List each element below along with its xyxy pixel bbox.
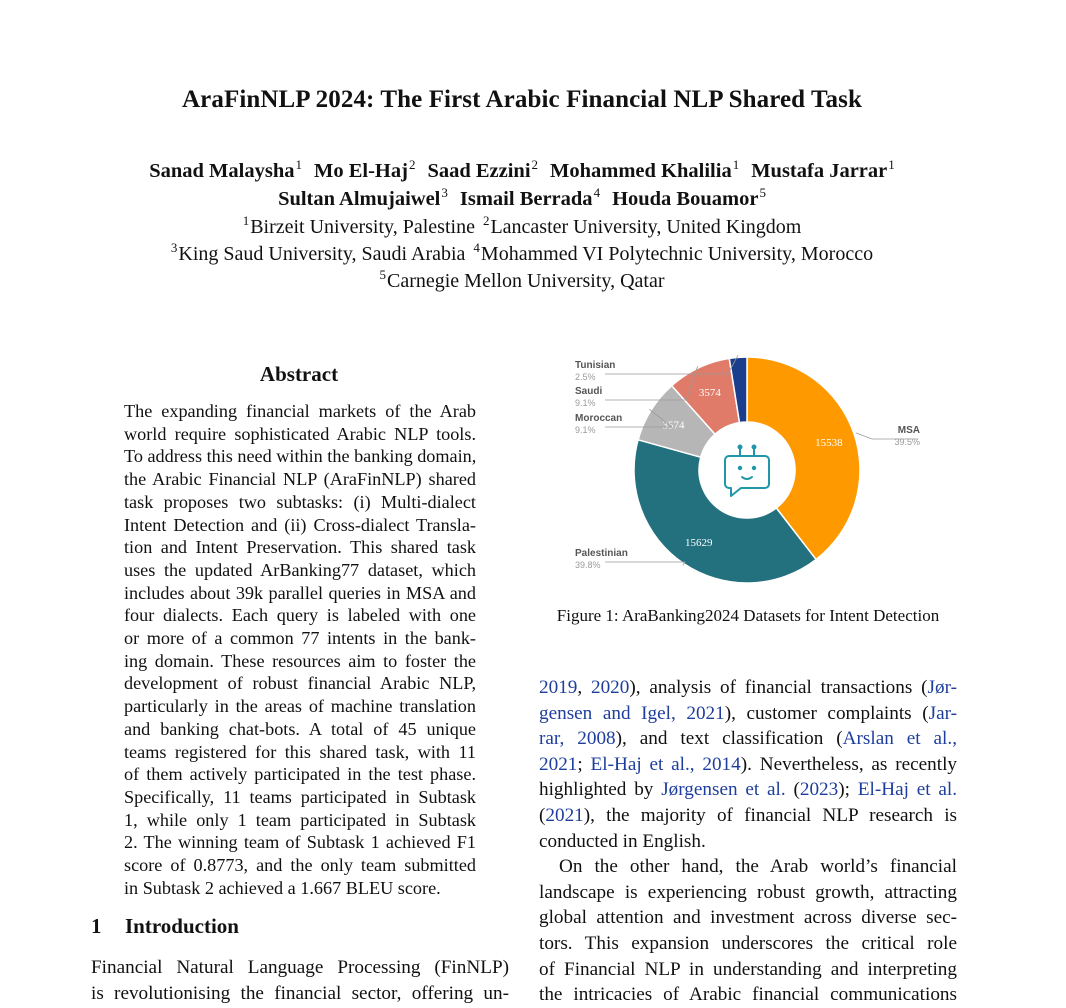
abstract-line: four dialects. Each query is labeled with one [124,605,476,626]
abstract-line: Intent Detection and (ii) Cross-dialect Transla- [124,514,476,535]
text-segment: global attention and investment across diverse sec- [539,907,957,929]
right-column-line [539,829,957,855]
author-text: Sanad Malaysha [149,160,295,182]
section-heading-introduction [91,914,239,939]
text-segment: ). Nevertheless, as recently [740,753,957,775]
donut-hole [700,423,794,517]
leader-line [605,562,685,565]
author-name [612,185,766,210]
affiliation [242,213,475,238]
legend-percent: 2.5% [575,372,596,382]
author-name [313,157,416,182]
abstract-line: particularly in the areas of machine translation [124,696,476,717]
author-affiliation-mark: 1 [295,157,302,172]
text-segment: of Financial NLP in understanding and interpreting [539,958,957,980]
abstract-line: score of 0.8773, and the only team submitted [124,855,476,875]
slice-value-label: 3574 [698,386,721,399]
author-text: Saad Ezzini [427,160,531,182]
affiliations-line-1 [0,213,1044,239]
author-affiliation-mark: 3 [441,185,448,200]
legend-percent: 39.5% [894,437,920,447]
citation-link[interactable]: Jar- [928,702,957,724]
abstract-line: ing domain. These resources aim to foster the [124,650,476,671]
citation-link[interactable]: El-Haj et al., 2014 [590,753,741,775]
authors-line-1 [0,157,1044,183]
abstract-line: includes about 39k parallel queries in MSA and [124,582,476,603]
text-segment: ( [539,805,546,826]
text-segment: , [577,677,591,698]
citation-link[interactable]: Arslan et al., [842,728,957,750]
right-column-line [539,752,957,778]
author-text: Ismail Berrada [459,188,593,210]
text-segment: tors. This expansion underscores the critical role [539,933,957,954]
right-column-line [539,931,957,957]
abstract-line: or more of a common 77 intents in the bank- [124,628,476,648]
right-column-line [539,777,957,803]
author-text: Sultan Almujaiwel [278,188,441,210]
legend-percent: 9.1% [575,398,596,408]
citation-link[interactable]: 2021 [545,805,584,826]
citation-link[interactable]: rar, 2008 [539,728,616,750]
section-number: 1 [91,914,102,938]
abstract-line: the Arabic Financial NLP (AraFinNLP) shared [124,469,476,490]
text-segment: conducted in English. [539,830,706,852]
citation-link[interactable]: 2019 [539,677,578,698]
legend-label: Palestinian [575,548,628,559]
author-name [459,185,601,210]
author-affiliation-mark: 5 [759,185,766,200]
legend-label: Saudi [575,386,603,397]
text-segment: On the other hand, the Arab world’s financial [559,856,957,878]
abstract-line: task proposes two subtasks: (i) Multi-dialect [124,491,476,512]
author-affiliation-mark: 2 [531,157,539,172]
affiliation-mark: 1 [242,213,250,228]
abstract-line: world require sophisticated Arabic NLP tools. [124,423,476,444]
abstract-line: uses the updated ArBanking77 dataset, which [124,559,476,580]
author-affiliation-mark: 1 [888,157,895,172]
legend-label: Tunisian [575,360,616,371]
affiliations-line-3 [0,267,1044,293]
author-affiliation-mark: 4 [593,185,601,200]
right-column-line [539,803,957,829]
introduction-line: is revolutionising the financial sector, offering un- [91,982,509,1004]
author-text: Mustafa Jarrar [751,160,888,182]
affiliation [482,213,802,238]
legend-label: MSA [897,425,920,436]
text-segment: highlighted by [539,779,662,801]
affiliations-line-2 [0,240,1044,266]
right-column-line [539,854,957,880]
text-segment: ( [785,779,800,801]
abstract-line: of them actively participated in the test phase. [124,764,476,785]
paper-title: AraFinNLP 2024: The First Arabic Financial NLP Shared Task [182,86,862,113]
abstract-line: and banking chat-bots. A total of 45 unique [124,718,476,739]
citation-link[interactable]: gensen and Igel, 2021 [539,702,725,724]
author-affiliation-mark: 1 [732,157,740,172]
citation-link[interactable]: Jørgensen et al. [661,779,786,801]
text-segment: ), analysis of financial transactions ( [629,677,928,698]
introduction-line: Financial Natural Language Processing (FinNLP) [91,957,509,978]
affiliation-mark: 2 [482,213,490,228]
citation-link[interactable]: 2020 [590,677,630,698]
slice-value-label: 15538 [815,437,843,450]
citation-link[interactable]: 2023 [799,779,839,801]
affiliation-name: King Saud University, Saudi Arabia [178,243,466,265]
text-segment: ; [577,753,591,775]
abstract-line: 2. The winning team of Subtask 1 achieved F1 [124,832,476,853]
legend-label: Moroccan [575,413,623,424]
slice-value-label: 3574 [662,419,685,432]
section-title: Introduction [125,914,239,938]
donut-chart [560,355,935,585]
right-column-line [539,957,957,983]
abstract-line: Specifically, 11 teams participated in Subtask [124,786,476,807]
figure-1 [560,355,935,585]
abstract-line: teams registered for this shared task, with 11 [124,741,476,762]
right-column-line [539,701,957,727]
author-affiliation-mark: 2 [408,157,416,172]
text-segment: ), and text classification ( [615,728,843,750]
affiliation-name: Mohammed VI Polytechnic University, Morocco [480,243,874,265]
author-name [550,157,740,182]
author-text: Mo El-Haj [313,160,408,182]
author-text: Mohammed Khalilia [550,160,732,182]
text-segment: ); [838,779,858,801]
abstract-line: 1, while only 1 team participated in Subtask [124,809,476,830]
affiliation [379,267,665,292]
abstract-heading: Abstract [259,362,339,386]
right-column-line [539,880,957,906]
abstract-line: in Subtask 2 achieved a 1.667 BLEU score. [124,877,441,898]
affiliation-mark: 5 [379,267,386,282]
text-segment: ), the majority of financial NLP research is [583,805,957,826]
right-column-line [539,726,957,752]
abstract-line: tion and Intent Preservation. This shared task [124,537,476,558]
affiliation-name: Birzeit University, Palestine [250,216,475,238]
author-name [149,157,302,182]
author-text: Houda Bouamor [612,188,759,210]
abstract-line: development of robust financial Arabic NLP, [124,673,476,694]
slice-value-label: 15629 [684,536,713,549]
affiliation [473,240,874,265]
text-segment: landscape is experiencing robust growth, attracting [539,881,957,903]
legend-percent: 9.1% [575,425,596,435]
author-name [427,157,539,182]
citation-link[interactable]: Jør- [927,677,957,698]
citation-link[interactable]: El-Haj et al. [857,779,957,801]
affiliation-name: Carnegie Mellon University, Qatar [386,270,665,292]
right-column-line [539,675,957,701]
figure-caption: Figure 1: AraBanking2024 Datasets for Intent Detection [556,606,940,625]
legend-percent: 39.8% [575,560,601,570]
abstract-line: To address this need within the banking domain, [124,446,477,467]
abstract-line: The expanding financial markets of the Arab [124,401,476,421]
text-segment: the intricacies of Arabic financial communications [539,984,957,1006]
text-segment: ), customer complaints ( [724,702,929,724]
citation-link[interactable]: 2021 [539,753,578,775]
authors-line-2 [0,185,1044,211]
affiliation-mark: 4 [473,240,480,255]
right-column-line [539,982,957,1008]
affiliation [170,240,466,265]
affiliation-name: Lancaster University, United Kingdom [490,216,802,238]
author-name [751,157,895,182]
right-column-line [539,905,957,931]
author-name [278,185,448,210]
affiliation-mark: 3 [170,240,178,255]
